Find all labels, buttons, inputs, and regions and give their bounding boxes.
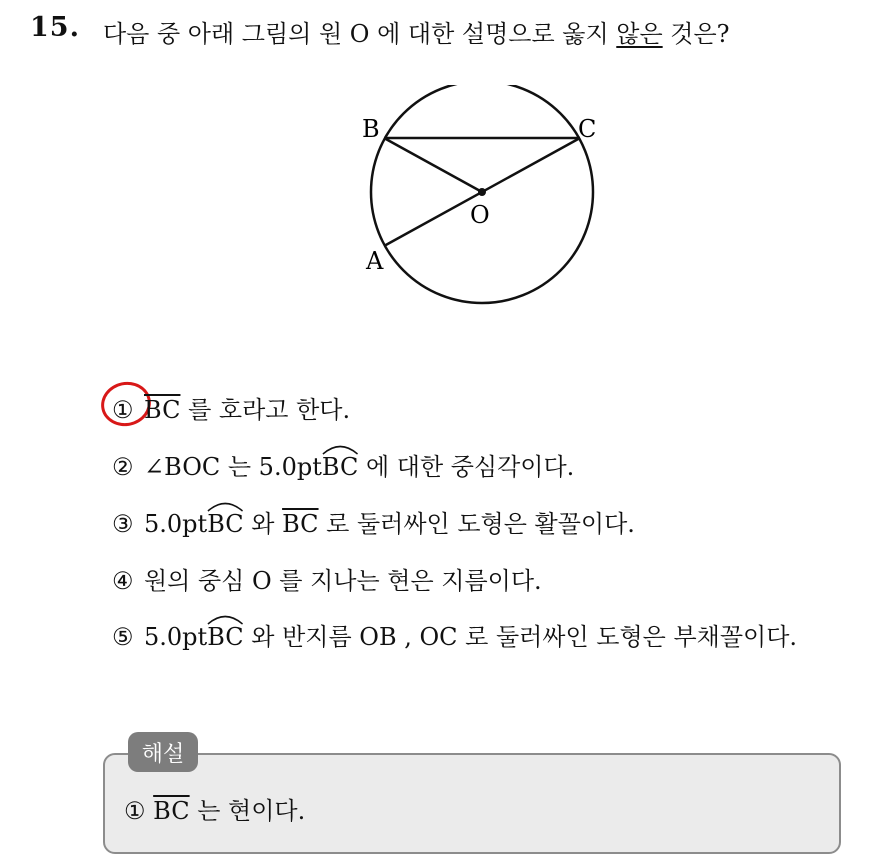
choice-4[interactable] <box>112 561 542 596</box>
choice-5[interactable] <box>112 617 797 652</box>
explanation-rest: 는 현이다. <box>189 797 306 825</box>
question-text-before: 다음 중 아래 그림의 원 O 에 대한 설명으로 옳지 <box>103 20 617 48</box>
label-a: A <box>366 247 384 275</box>
choice-text: 와 반지름 OB , OC 로 둘러싸인 도형은 부채꼴이다. <box>243 623 798 651</box>
segment-bc: $\overline{BC}$ <box>153 797 190 825</box>
choice-text: 에 대한 중심각이다. <box>358 453 575 481</box>
label-o: O <box>470 201 490 229</box>
label-c: C <box>578 115 597 143</box>
arc-label: BC <box>207 623 244 651</box>
question-text <box>103 14 730 49</box>
choice-prefix: 5.0pt <box>144 510 208 538</box>
circle-figure <box>360 85 620 310</box>
choice-prefix: ∠BOC 는 5.0pt <box>144 453 322 481</box>
segment-bc: $\overline{BC}$ <box>282 510 319 538</box>
choice-text: 로 둘러싸인 도형은 활꼴이다. <box>318 510 635 538</box>
choice-number: ④ <box>112 567 134 595</box>
explanation-text <box>124 791 305 826</box>
question-emphasis: 않은 <box>616 20 663 48</box>
arc-label: BC <box>207 510 244 538</box>
choice-text: 를 호라고 한다. <box>180 396 351 424</box>
choice-number: ⑤ <box>112 623 134 651</box>
arc-bc <box>322 453 358 481</box>
choice-prefix: 5.0pt <box>144 623 208 651</box>
label-b: B <box>362 115 380 143</box>
choice-3[interactable] <box>112 504 635 539</box>
arc-bc <box>207 623 243 651</box>
segment-bc: $\overline{BC}$ <box>144 396 181 424</box>
choice-text: 원의 중심 O 를 지나는 현은 지름이다. <box>144 567 542 595</box>
question-number: 15. <box>30 12 80 43</box>
question-text-after: 것은? <box>662 20 730 48</box>
choice-number: ③ <box>112 510 134 538</box>
arc-mark <box>207 613 243 625</box>
choice-2[interactable] <box>112 447 574 482</box>
choice-number: ① <box>112 396 134 424</box>
explanation-tab: 해설 <box>128 732 198 772</box>
arc-bc <box>207 510 243 538</box>
choice-number: ② <box>112 453 134 481</box>
choice-mid: 와 <box>243 510 283 538</box>
radius-ob <box>384 138 482 192</box>
explanation-number: ① <box>124 797 146 825</box>
arc-mark <box>207 500 243 512</box>
arc-mark <box>322 443 358 455</box>
choice-1[interactable] <box>112 390 350 425</box>
arc-label: BC <box>321 453 359 481</box>
center-point <box>478 188 486 196</box>
